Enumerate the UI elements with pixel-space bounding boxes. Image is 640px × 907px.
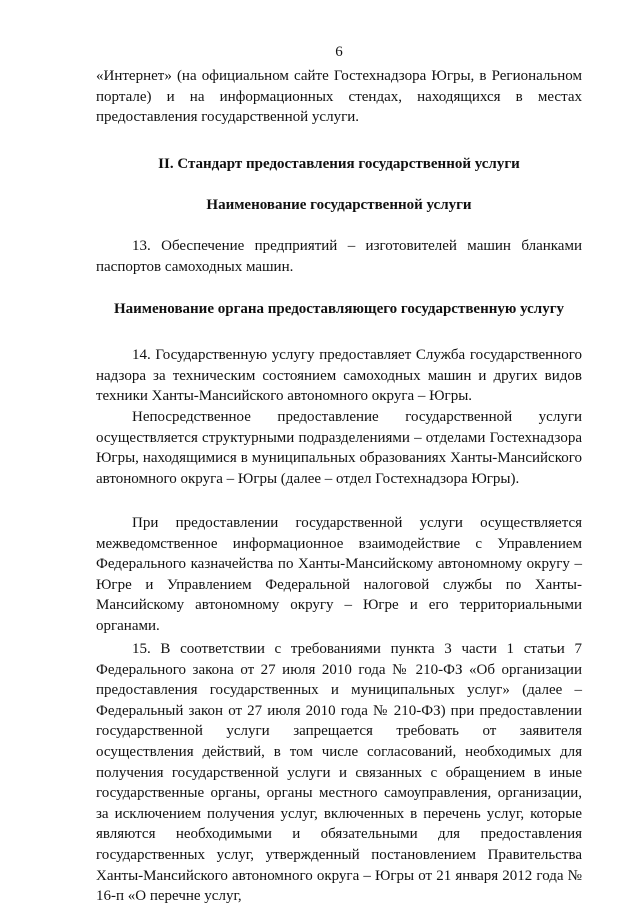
agency-name-heading: Наименование органа предоставляющего государственную услугу [113, 301, 565, 317]
paragraph-13: 13. Обеспечение предприятий – изготовителей машин бланками паспортов самоходных машин. [96, 238, 582, 275]
paragraph-14-direct-provision: Непосредственное предоставление государственной услуги осуществляется структурными подразделениями – отделами Гостехнадзора Югры, находящимися в муниципальных образованиях Ханты-Мансийского автономного округа – Югры (далее – отдел Гостехнадзора Югры). [96, 409, 582, 487]
service-name-heading: Наименование государственной услуги [206, 197, 472, 213]
page-number: 6 [335, 44, 343, 60]
paragraph-14-interagency: При предоставлении государственной услуги осуществляется межведомственное информационное взаимодействие с Управлением Федерального казначейства по Ханты-Мансийскому автономному округу – Югре и Управлением Федеральной налоговой службы по Ханты-Мансийскому автономному округу – Югре и его территориальными органами. [96, 515, 582, 634]
paragraph-14: 14. Государственную услугу предоставляет Служба государственного надзора за техническим состоянием самоходных машин и других видов техники Ханты-Мансийского автономного округа – Югры. [96, 347, 582, 405]
paragraph-intro: «Интернет» (на официальном сайте Гостехнадзора Югры, в Региональном портале) и на информационных стендах, находящихся в местах предоставления государственной услуги. [96, 68, 582, 126]
paragraph-15: 15. В соответствии с требованиями пункта 3 части 1 статьи 7 Федерального закона от 27 июля 2010 года № 210-ФЗ «Об организации предоставления государственных и муниципальных услуг» (далее – Федеральный закон от 27 июля 2010 года № 210-ФЗ) при предоставлении государственной услуги запрещается требовать от заявителя осуществления действий, в том числе согласований, необходимых для получения государственной услуги и связанных с обращением в иные государственные органы, органы местного самоуправления, организации, за исключением получения услуг, включенных в перечень услуг, которые являются необходимыми и обязательными для предоставления государственных услуг, утвержденный постановлением Правительства Ханты-Мансийского автономного округа – Югры от 21 января 2012 года № 16-п «О перечне услуг, [96, 641, 582, 905]
section-heading: II. Стандарт предоставления государственной услуги [158, 156, 520, 172]
